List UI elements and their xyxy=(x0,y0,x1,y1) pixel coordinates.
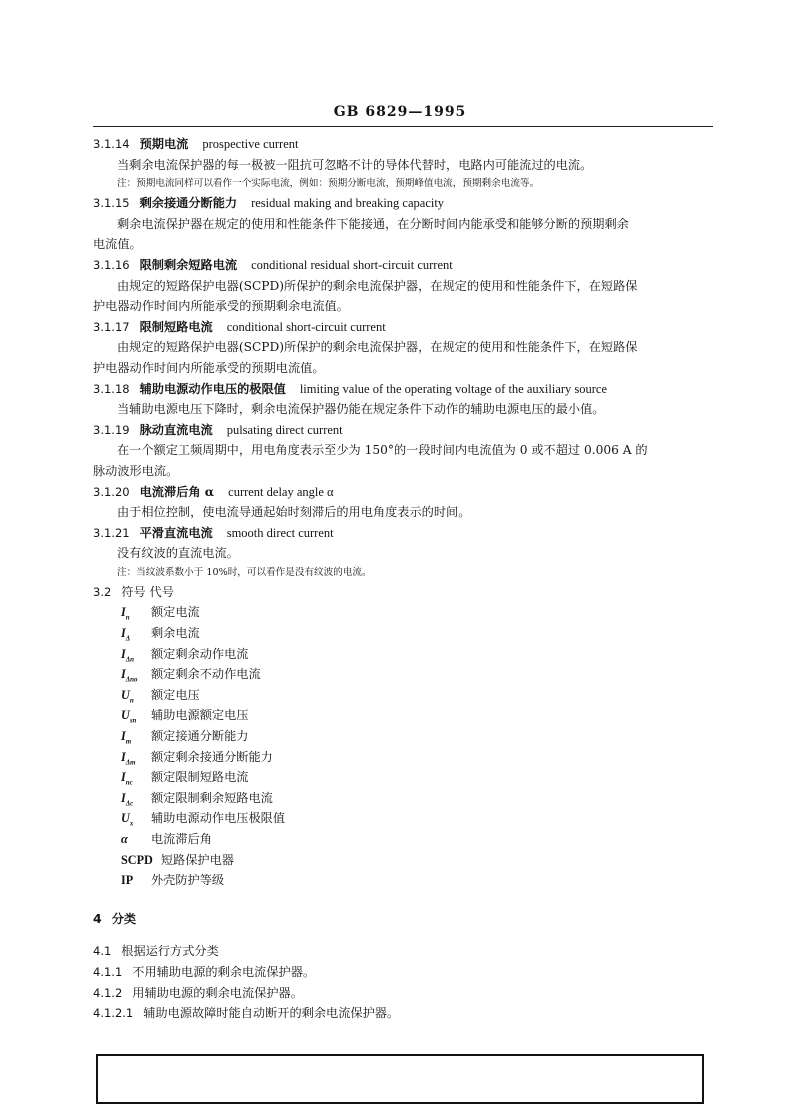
term-definition-cont: 脉动波形电流。 xyxy=(93,463,179,478)
symbol-subscript: Δc xyxy=(125,799,134,808)
term-zh: 剩余接通分断能力 xyxy=(139,196,238,211)
symbol-description: 额定剩余动作电流 xyxy=(151,646,249,661)
term-en: smooth direct current xyxy=(226,525,334,540)
term-definition-cont: 电流值。 xyxy=(93,237,142,252)
term-definition: 当剩余电流保护器的每一极被一阻抗可忽略不计的导体代替时，电路内可能流过的电流。 xyxy=(117,157,593,172)
term-zh: 辅助电源动作电压的极限值 xyxy=(139,381,286,396)
symbol-notation xyxy=(121,850,153,871)
term-number: 3.1.14 xyxy=(93,137,130,151)
term-heading xyxy=(93,482,713,503)
symbol-notation xyxy=(121,644,143,665)
symbol-row xyxy=(93,623,713,644)
symbol-notation xyxy=(121,829,143,850)
symbol-description: 额定限制短路电流 xyxy=(151,770,249,785)
symbol-description: 额定剩余不动作电流 xyxy=(151,667,261,682)
symbol-list xyxy=(93,602,713,890)
symbol-row xyxy=(93,644,713,665)
symbol-subscript: Δ xyxy=(125,634,131,643)
term-number: 3.1.15 xyxy=(93,196,130,211)
symbol-description: 电流滞后角 xyxy=(151,832,212,846)
symbol-description: 额定接通分断能力 xyxy=(151,729,249,744)
term-en: conditional residual short-circuit current xyxy=(251,257,453,272)
symbol-row xyxy=(93,850,713,871)
clause-number: 4.1 xyxy=(93,944,112,959)
symbol-description: 额定限制剩余短路电流 xyxy=(151,790,273,805)
symbol-notation xyxy=(121,767,143,788)
symbol-subscript: Δn xyxy=(125,655,135,664)
symbol-subscript: n xyxy=(125,613,130,622)
term-definition: 剩余电流保护器在规定的使用和性能条件下能接通，在分断时间内能承受和能够分断的预期剩余 xyxy=(117,216,629,231)
symbol-base: I xyxy=(121,790,126,805)
symbol-subscript: nc xyxy=(125,778,133,787)
symbol-base: U xyxy=(121,811,130,826)
term-heading xyxy=(93,379,713,400)
document-body xyxy=(93,134,713,1024)
symbol-row xyxy=(93,685,713,706)
symbol-notation xyxy=(121,747,143,768)
symbol-subscript: sn xyxy=(129,716,137,725)
symbols-heading xyxy=(93,582,713,603)
symbol-row xyxy=(93,829,713,850)
symbol-row xyxy=(93,808,713,829)
footer-frame xyxy=(96,1054,704,1104)
term-number: 3.1.18 xyxy=(93,381,130,396)
clause-text: 辅助电源故障时能自动断开的剩余电流保护器。 xyxy=(143,1006,400,1021)
term-definition: 由于相位控制，使电流导通起始时刻滞后的用电角度表示的时间。 xyxy=(117,505,471,520)
term-en: pulsating direct current xyxy=(226,422,343,437)
term-number: 3.1.16 xyxy=(93,257,130,272)
section-title: 符号 代号 xyxy=(121,584,174,599)
symbol-subscript: Δm xyxy=(125,758,136,767)
clause xyxy=(93,962,713,983)
symbol-notation xyxy=(121,788,143,809)
term-number: 3.1.17 xyxy=(93,319,130,334)
symbol-description: 辅助电源额定电压 xyxy=(151,708,249,723)
term-heading xyxy=(93,317,713,338)
term-definition: 在一个额定工频周期中，用电角度表示至少为 150°的一段时间内电流值为 0 或不超过 0.006 A 的 xyxy=(117,443,648,458)
term-definition-cont: 护电器动作时间内所能承受的预期电流值。 xyxy=(93,360,325,375)
term-heading xyxy=(93,523,713,544)
section-title: 分类 xyxy=(111,911,137,926)
section-heading xyxy=(93,909,713,930)
term-note: 注：预期电流同样可以看作一个实际电流，例如：预期分断电流，预期峰值电流，预期剩余电流等。 xyxy=(117,178,540,190)
symbol-notation xyxy=(121,870,143,891)
term-zh: 电流滞后角 α xyxy=(139,484,215,499)
clause-number: 4.1.2 xyxy=(93,985,123,1000)
symbol-subscript: x xyxy=(129,819,134,828)
term-zh: 脉动直流电流 xyxy=(139,422,213,437)
term-definition: 当辅助电源电压下降时，剩余电流保护器仍能在规定条件下动作的辅助电源电压的最小值。 xyxy=(117,402,605,417)
symbol-base: U xyxy=(121,708,130,723)
symbol-base: I xyxy=(121,626,126,641)
symbol-description: 外壳防护等级 xyxy=(151,873,225,888)
term-zh: 限制短路电流 xyxy=(139,319,213,334)
symbol-base: U xyxy=(121,687,130,702)
clause-text: 不用辅助电源的剩余电流保护器。 xyxy=(132,964,316,979)
symbol-base: I xyxy=(121,729,126,744)
symbol-description: 额定剩余接通分断能力 xyxy=(151,749,273,764)
clause-text: 根据运行方式分类 xyxy=(121,944,219,959)
term-zh: 预期电流 xyxy=(139,137,189,151)
term-number: 3.1.21 xyxy=(93,525,130,540)
symbol-base: I xyxy=(121,749,126,764)
term-definition: 由规定的短路保护电器(SCPD)所保护的剩余电流保护器，在规定的使用和性能条件下，在短路保 xyxy=(117,278,638,293)
term-zh: 平滑直流电流 xyxy=(139,525,213,540)
symbol-notation xyxy=(121,808,143,829)
section-number: 3.2 xyxy=(93,584,112,599)
symbol-row xyxy=(93,705,713,726)
symbol-description: 辅助电源动作电压极限值 xyxy=(151,811,286,826)
symbol-notation xyxy=(121,685,143,706)
clause-text: 用辅助电源的剩余电流保护器。 xyxy=(132,985,303,1000)
symbol-base: IP xyxy=(121,873,134,888)
symbol-notation xyxy=(121,602,143,623)
symbol-subscript: n xyxy=(129,696,134,705)
symbol-row xyxy=(93,726,713,747)
symbol-base: I xyxy=(121,646,126,661)
section-number: 4 xyxy=(93,910,102,926)
clause-number: 4.1.2.1 xyxy=(93,1006,134,1021)
term-heading xyxy=(93,134,713,155)
symbol-row xyxy=(93,767,713,788)
term-note: 注：当纹波系数小于 10%时，可以看作是没有纹波的电流。 xyxy=(117,566,372,578)
term-heading xyxy=(93,420,713,441)
symbol-description: 额定电流 xyxy=(151,605,200,620)
symbol-subscript: Δno xyxy=(125,675,138,684)
symbol-description: 短路保护电器 xyxy=(160,852,234,867)
symbol-notation xyxy=(121,623,143,644)
term-definition-cont: 护电器动作时间内所能承受的预期剩余电流值。 xyxy=(93,299,349,314)
clause-number: 4.1.1 xyxy=(93,964,123,979)
symbol-notation xyxy=(121,726,143,747)
symbol-base: α xyxy=(121,832,128,846)
term-zh: 限制剩余短路电流 xyxy=(139,257,238,272)
standard-header: GB 6829—1995 xyxy=(333,104,467,120)
symbol-row xyxy=(93,788,713,809)
term-heading xyxy=(93,193,713,214)
term-number: 3.1.19 xyxy=(93,422,130,437)
header-rule xyxy=(93,126,713,127)
symbol-base: I xyxy=(121,770,126,785)
clause xyxy=(93,983,713,1004)
symbol-base: I xyxy=(121,667,126,682)
clause xyxy=(93,941,713,962)
term-en: conditional short-circuit current xyxy=(226,319,386,334)
symbol-row xyxy=(93,747,713,768)
symbol-base: SCPD xyxy=(121,852,153,867)
symbol-row xyxy=(93,870,713,891)
term-en: prospective current xyxy=(202,137,299,151)
symbol-base: I xyxy=(121,605,126,620)
symbol-notation xyxy=(121,664,143,685)
symbol-description: 剩余电流 xyxy=(151,626,200,641)
term-en: limiting value of the operating voltage of the auxiliary source xyxy=(299,381,608,396)
term-definition: 没有纹波的直流电流。 xyxy=(117,546,239,561)
symbol-row xyxy=(93,664,713,685)
symbol-subscript: m xyxy=(125,737,132,746)
clause xyxy=(93,1003,713,1024)
symbol-notation xyxy=(121,705,143,726)
term-heading xyxy=(93,255,713,276)
term-en: current delay angle α xyxy=(228,484,334,499)
term-definition: 由规定的短路保护电器(SCPD)所保护的剩余电流保护器，在规定的使用和性能条件下，在短路保 xyxy=(117,340,638,355)
term-en: residual making and breaking capacity xyxy=(251,196,445,211)
term-number: 3.1.20 xyxy=(93,484,130,499)
symbol-description: 额定电压 xyxy=(151,687,200,702)
symbol-row xyxy=(93,602,713,623)
